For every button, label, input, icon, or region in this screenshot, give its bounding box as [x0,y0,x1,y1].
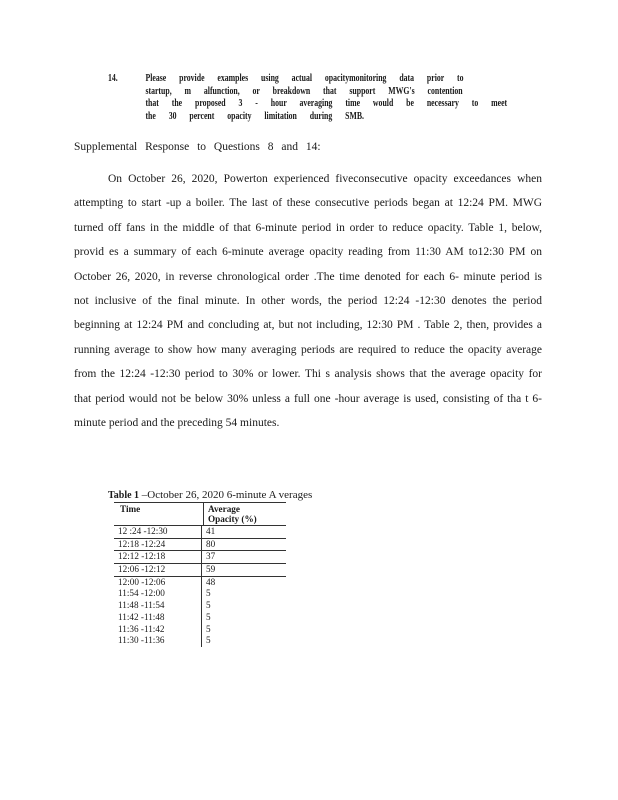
paragraph-line: not inclusive of the final minute. In other words, the period 12:24 -12:30 denotes the period [74,295,542,308]
header-opacity-line1: Average [208,504,240,514]
paragraph-line: On October 26, 2020, Powerton experienced fiveconsecutive opacity exceedances when [108,173,542,185]
cell-time: 12 :24 -12:30 [118,526,168,536]
paragraph-line: turned off fans in the middle of that 6-minute period in order to reduce opacity. Table 1, below, [74,221,542,234]
header-time: Time [120,504,141,514]
table-header-row [114,503,286,526]
table-row [114,624,286,636]
table-row [114,588,286,600]
paragraph-line: minute period and the preceding 54 minutes. [74,417,280,430]
cell-time: 12:06 -12:12 [118,564,166,575]
question-line: that the proposed 3 - hour averaging time would be necessary to meet [145,98,508,109]
paragraph-line: attempting to start -up a boiler. The last of these consecutive periods began at 12:24 PM. MWG [74,197,542,210]
cell-time: 12:12 -12:18 [118,551,166,562]
question-line: the 30 percent opacity limitation during SMB. [145,110,364,122]
cell-time: 11:42 -11:48 [118,611,165,622]
question-line: startup, m alfunction, or breakdown that support MWG's contention [145,85,463,97]
cell-opacity: 48 [201,577,286,589]
paragraph-line: that period would not be below 30% unless a full one -hour average is used, consisting of tha t 6- [74,392,542,405]
header-opacity-line2: Opacity (%) [208,514,257,524]
cell-opacity: 37 [201,551,286,563]
table-caption [108,489,312,501]
table-row [114,551,286,564]
paragraph-line: running average to show how many averaging periods are required to reduce the opacity average [74,343,542,356]
table-row [114,600,286,612]
cell-opacity: 80 [201,539,286,551]
table-row [114,612,286,624]
body-paragraph [74,167,542,435]
table-caption-label: Table 1 [108,490,140,501]
cell-opacity: 5 [201,635,286,647]
table-row [114,577,286,589]
paragraph-line: beginning at 12:24 PM and concluding at, but not including, 12:30 PM . Table 2, then, provides a [74,319,542,332]
cell-opacity: 59 [201,564,286,576]
paragraph-line: from the 12:24 -12:30 period to 30% or lower. Thi s analysis shows that the average opacity for [74,368,542,381]
cell-opacity: 5 [201,624,286,636]
cell-opacity: 5 [201,600,286,612]
table-caption-text: –October 26, 2020 6-minute A verages [141,489,313,501]
table-row [114,539,286,552]
cell-time: 12:00 -12:06 [118,576,166,587]
paragraph-line: provid es a summary of each 6-minute average opacity reading from 11:30 AM to12:30 PM on [74,246,542,259]
cell-opacity: 5 [201,588,286,600]
table-row [114,635,286,647]
cell-opacity: 5 [201,612,286,624]
cell-time: 11:30 -11:36 [118,635,165,646]
paragraph-line: October 26, 2020, in reverse chronological order .The time denoted for each 6- minute period is [74,270,542,283]
header-opacity [203,503,286,525]
cell-time: 12:18 -12:24 [118,538,166,549]
question-number: 14. [108,73,118,84]
supplemental-heading: Supplemental Response to Questions 8 and 14: [74,141,321,153]
table-row [114,564,286,577]
opacity-table [114,502,286,647]
question-line: Please provide examples using actual opacitymonitoring data prior to [145,73,464,84]
question-text [145,73,535,123]
table-row [114,526,286,539]
cell-time: 11:48 -11:54 [118,600,165,611]
cell-time: 11:36 -11:42 [118,623,165,634]
cell-opacity: 41 [201,526,286,538]
cell-time: 11:54 -12:00 [118,588,165,599]
